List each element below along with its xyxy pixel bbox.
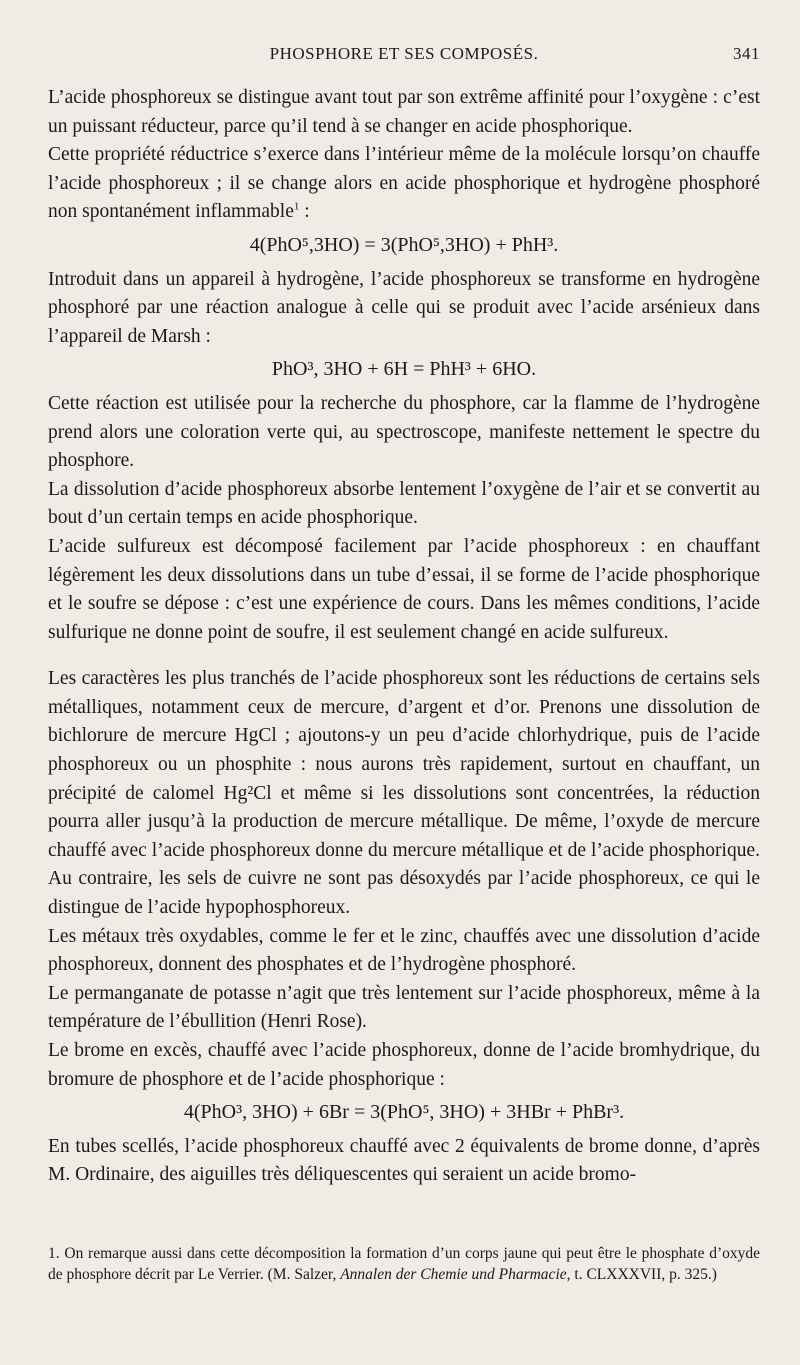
paragraph: L’acide sulfureux est décomposé facilement par l’acide phosphoreux : en chauffant légèrement les deux dissolutions dans un tube d’essai, il se forme de l’acide phosphorique et le soufre se dépose : c’est une expérience de cours. Dans les mêmes conditions, l’acide sulfurique ne donne point de soufre, il est seulement changé en acide sulfureux. xyxy=(48,535,760,643)
paragraph: Le permanganate de potasse n’agit que très lentement sur l’acide phosphoreux, même à la température de l’ébullition (Henri Rose). xyxy=(48,982,760,1033)
paragraph: Cette réaction est utilisée pour la recherche du phosphore, car la flamme de l’hydrogène prend alors une coloration verte qui, au spectroscope, manifeste nettement le spectre du phosphore. xyxy=(48,392,760,472)
equation: 4(PhO⁵,3HO) = 3(PhO⁵,3HO) + PhH³. xyxy=(249,233,559,256)
journal-title: Annalen der Chemie und Pharmacie xyxy=(340,1266,567,1283)
footnote-text: On remarque aussi dans cette décomposition la formation d’un corps jaune qui peut être le phosphate d’oxyde de phosphore décrit par Le Verrier. (M. Salzer, xyxy=(48,1245,761,1283)
paragraph-text: : xyxy=(299,201,310,223)
paragraph-text: Cette propriété réductrice s’exerce dans l’intérieur même de la molécule lorsqu’on chauffe l’acide phosphoreux ; il se change alors en acide phosphorique et hydrogène phosphoré non spontanément inflammable xyxy=(48,144,760,223)
equation: 4(PhO³, 3HO) + 6Br = 3(PhO⁵, 3HO) + 3HBr + PhBr³. xyxy=(183,1101,625,1124)
page-number: 341 xyxy=(733,44,760,63)
paragraph: L’acide phosphoreux se distingue avant tout par son extrême affinité pour l’oxygène : c’est un puissant réducteur, parce qu’il tend à se changer en acide phosphorique. xyxy=(48,87,760,137)
footnotes xyxy=(48,1243,760,1285)
footnote-text: , t. CLXXXVII, p. 325.) xyxy=(566,1266,717,1283)
footnote xyxy=(48,1243,760,1285)
equation: PhO³, 3HO + 6H = PhH³ + 6HO. xyxy=(271,358,537,381)
footnote-marker: 1. xyxy=(48,1245,60,1262)
body-text xyxy=(48,84,760,1190)
footnote-reference[interactable]: 1 xyxy=(293,200,300,213)
paragraph: Les métaux très oxydables, comme le fer et le zinc, chauffés avec une dissolution d’acide phosphoreux, donnent des phosphates et de l’hydrogène phosphoré. xyxy=(48,925,760,976)
paragraph xyxy=(48,141,760,227)
paragraph: La dissolution d’acide phosphoreux absorbe lentement l’oxygène de l’air et se convertit au bout d’un certain temps en acide phosphorique. xyxy=(48,478,760,529)
paragraph: En tubes scellés, l’acide phosphoreux chauffé avec 2 équivalents de brome donne, d’après M. Ordinaire, des aiguilles très déliquescentes qui seraient un acide bromo- xyxy=(48,1135,760,1186)
paragraph: Introduit dans un appareil à hydrogène, l’acide phosphoreux se transforme en hydrogène phosphoré par une réaction analogue à celle qui se produit avec l’acide arsénieux dans l’appareil de Marsh : xyxy=(48,268,760,347)
running-title: PHOSPHORE ET SES COMPOSÉS. xyxy=(269,44,539,63)
paragraph: Le brome en excès, chauffé avec l’acide phosphoreux, donne de l’acide bromhydrique, du bromure de phosphore et de l’acide phosphorique : xyxy=(48,1040,760,1090)
section-gap xyxy=(48,647,760,665)
running-head xyxy=(48,44,760,72)
paragraph: Les caractères les plus tranchés de l’acide phosphoreux sont les réductions de certains sels métalliques, notamment ceux de mercure, d’argent et d’or. Prenons une dissolution de bichlorure de mercure HgCl ; ajoutons-y un peu d’acide chlorhydrique, puis de l’acide phosphoreux ou un phosphite : nous aurons très rapidement, surtout en chauffant, un précipité de calomel Hg²Cl et même si les dissolutions sont concentrées, la réduction pourra aller jusqu’à la production de mercure métallique. De même, l’oxyde de mercure chauffé avec l’acide phosphoreux donne du mercure métallique et de l’acide phosphorique. Au contraire, les sels de cuivre ne sont pas désoxydés par l’acide phosphoreux, ce qui le distingue de l’acide hypophosphoreux. xyxy=(48,668,760,919)
